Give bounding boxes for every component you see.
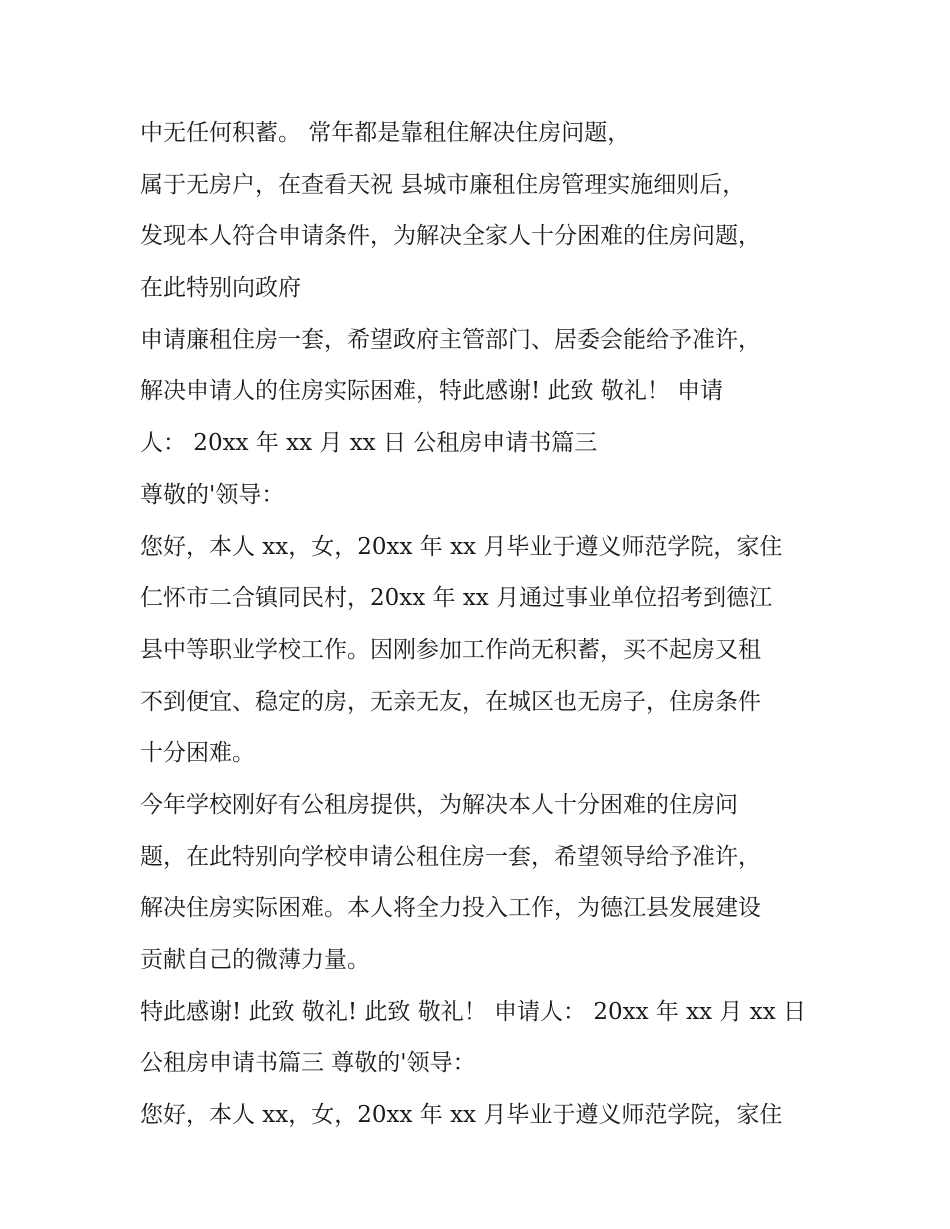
text-line: 今年学校刚好有公租房提供，为解决本人十分困难的住房问 bbox=[140, 791, 738, 818]
text-line: 申请廉租住房一套，希望政府主管部门、居委会能给予准许， bbox=[140, 326, 761, 353]
text-line: 您好，本人 xx，女，20xx 年 xx 月毕业于遵义师范学院，家住 bbox=[140, 533, 783, 560]
text-line: 公租房申请书篇三 尊敬的'领导： bbox=[140, 1050, 476, 1077]
text-line: 在此特别向政府 bbox=[140, 275, 301, 302]
text-line: 尊敬的'领导： bbox=[140, 481, 285, 508]
document-body bbox=[140, 108, 830, 1142]
text-line: 中无任何积蓄。 常年都是靠租住解决住房问题， bbox=[140, 120, 631, 146]
text-line: 人： 20xx 年 xx 月 xx 日 公租房申请书篇三 bbox=[140, 430, 598, 457]
text-line: 属于无房户，在查看天祝 县城市廉租住房管理实施细则后， bbox=[140, 171, 746, 198]
text-line: 解决申请人的住房实际困难，特此感谢! 此致 敬礼！ 申请 bbox=[140, 378, 724, 405]
text-line: 仁怀市二合镇同民村，20xx 年 xx 月通过事业单位招考到德江 bbox=[140, 585, 773, 612]
text-line: 解决住房实际困难。本人将全力投入工作，为德江县发展建设 bbox=[140, 895, 761, 922]
text-line: 贡献自己的微薄力量。 bbox=[140, 947, 370, 973]
text-line: 您好，本人 xx，女，20xx 年 xx 月毕业于遵义师范学院，家住 bbox=[140, 1102, 783, 1129]
text-line: 题，在此特别向学校申请公租住房一套，希望领导给予准许， bbox=[140, 843, 761, 870]
text-line: 不到便宜、稳定的房，无亲无友，在城区也无房子，住房条件 bbox=[140, 688, 761, 715]
text-line: 特此感谢! 此致 敬礼! 此致 敬礼！ 申请人： 20xx 年 xx 月 xx 日 bbox=[140, 998, 807, 1025]
text-line: 发现本人符合申请条件，为解决全家人十分困难的住房问题， bbox=[140, 223, 761, 250]
text-line: 县中等职业学校工作。因刚参加工作尚无积蓄，买不起房又租 bbox=[140, 636, 761, 663]
text-line: 十分困难。 bbox=[140, 740, 255, 767]
